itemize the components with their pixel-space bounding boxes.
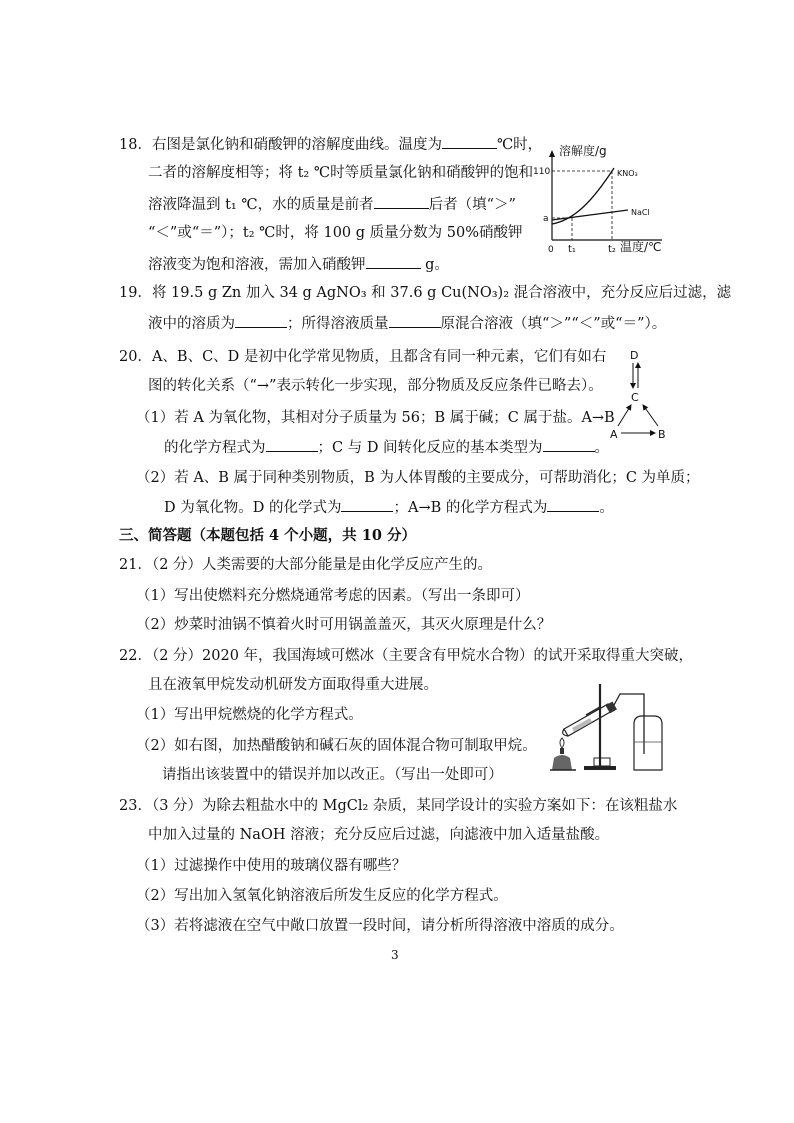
x-tick-t2: t₂: [608, 244, 616, 255]
q18-line-1: 18．右图是氯化钠和硝酸钾的溶解度曲线。温度为 ℃时，: [119, 133, 542, 155]
origin-label: 0: [548, 245, 554, 255]
delivery-tube: [614, 694, 644, 754]
q18-line-5: 溶液变为饱和溶液，需加入硝酸钾 g。: [148, 253, 449, 275]
q22-line-5: 请指出该装置中的错误并加以改正。（写出一处即可）: [162, 767, 503, 783]
q23-line-3: （1）过滤操作中使用的玻璃仪器有哪些？: [136, 858, 407, 874]
nacl-curve: [552, 210, 628, 220]
transformation-diagram: [604, 346, 674, 442]
section-heading: 三、简答题（本题包括 4 个小题，共 10 分）: [119, 527, 416, 544]
q18-line-2: 二者的溶解度相等；将 t₂ ℃时等质量氯化钠和硝酸钾的饱和: [148, 165, 534, 181]
q20-line-5: （2）若 A、B 属于同种类别物质，B 为人体胃酸的主要成分，可帮助消化；C 为单质；: [136, 470, 700, 486]
answer-blank: [389, 312, 441, 328]
page-number: 3: [391, 948, 399, 962]
q21-line-3: （2）炒菜时油锅不慎着火时可用锅盖盖灭，其灭火原理是什么？: [136, 617, 552, 633]
q20-line-6: D 为氧化物。D 的化学式为 ；A→B 的化学方程式为 。: [164, 496, 614, 518]
q23-line-5: （3）若将滤液在空气中敞口放置一段时间，请分析所得溶液中溶质的成分。: [136, 918, 624, 934]
kno3-label: KNO₃: [617, 169, 638, 178]
answer-blank: [341, 496, 393, 512]
q18-line-3: 溶液降温到 t₁ ℃，水的质量是前者 后者（填“＞”: [148, 193, 516, 215]
node-b: B: [658, 428, 666, 441]
y-axis-label: 溶解度/g: [559, 144, 607, 158]
node-a: A: [610, 428, 618, 441]
q19-line-1: 19．将 19.5 g Zn 加入 34 g AgNO₃ 和 37.6 g Cu(NO₃)₂ 混合溶液中，充分反应后过滤，滤: [119, 285, 732, 301]
y-tick-110: 110: [533, 167, 551, 177]
x-axis-label: 温度/℃: [620, 240, 662, 254]
y-tick-a: a: [543, 214, 549, 224]
node-d: D: [630, 349, 639, 362]
q20-line-4: 的化学方程式为 ；C 与 D 间转化反应的基本类型为 。: [164, 436, 609, 458]
solubility-curve-figure: [532, 140, 672, 260]
q22-line-2: 且在液氧甲烷发动机研发方面取得重大进展。: [148, 677, 438, 693]
q23-line-2: 中加入过量的 NaOH 溶液；充分反应后过滤，向滤液中加入适量盐酸。: [148, 827, 610, 843]
q22-line-1: 22．（2 分）2020 年，我国海域可燃冰（主要含有甲烷水合物）的试开采取得重大突破，: [119, 648, 694, 664]
q21-line-2: （1）写出使燃料充分燃烧通常考虑的因素。（写出一条即可）: [136, 588, 530, 604]
q18-line-4: “＜”或“＝”）；t₂ ℃时，将 100 g 质量分数为 50%硝酸钾: [148, 225, 523, 241]
q20-line-3: （1）若 A 为氧化物，其相对分子质量为 56；B 属于碱；C 属于盐。A→B: [136, 410, 615, 426]
methane-apparatus-figure: [550, 682, 666, 774]
answer-blank: [442, 133, 497, 149]
alcohol-lamp: [550, 738, 576, 770]
q22-line-4: （2）如右图，加热醋酸钠和碱石灰的固体混合物可制取甲烷。: [136, 738, 537, 754]
answer-blank: [366, 253, 421, 269]
q23-line-1: 23．（3 分）为除去粗盐水中的 MgCl₂ 杂质，某同学设计的实验方案如下：在该粗盐水: [119, 798, 678, 814]
clamp: [586, 707, 600, 715]
nacl-label: NaCl: [631, 208, 650, 217]
q22-line-3: （1）写出甲烷燃烧的化学方程式。: [136, 707, 363, 723]
answer-blank: [547, 496, 599, 512]
x-tick-t1: t₁: [568, 244, 576, 255]
q20-line-1: 20．A、B、C、D 是初中化学常见物质，且都含有同一种元素，它们有如右: [119, 349, 607, 365]
answer-blank: [266, 436, 318, 452]
test-tube: [563, 704, 612, 736]
q23-line-4: （2）写出加入氢氧化钠溶液后所发生反应的化学方程式。: [136, 888, 508, 904]
q19-line-2: 液中的溶质为 ；所得溶液质量 原混合溶液（填“＞”“＜”或“＝”）。: [148, 312, 666, 334]
answer-blank: [543, 436, 595, 452]
collecting-bottle: [634, 716, 662, 770]
node-c: C: [631, 391, 639, 404]
q21-line-1: 21．（2 分）人类需要的大部分能量是由化学反应产生的。: [119, 557, 493, 573]
answer-blank: [235, 312, 287, 328]
stand-base: [584, 766, 616, 770]
arrow-b-to-c: [643, 405, 658, 426]
q20-line-2: 图的转化关系（“→”表示转化一步实现，部分物质及反应条件已略去）。: [148, 378, 603, 394]
answer-blank: [374, 193, 429, 209]
arrow-a-to-c: [618, 405, 631, 426]
